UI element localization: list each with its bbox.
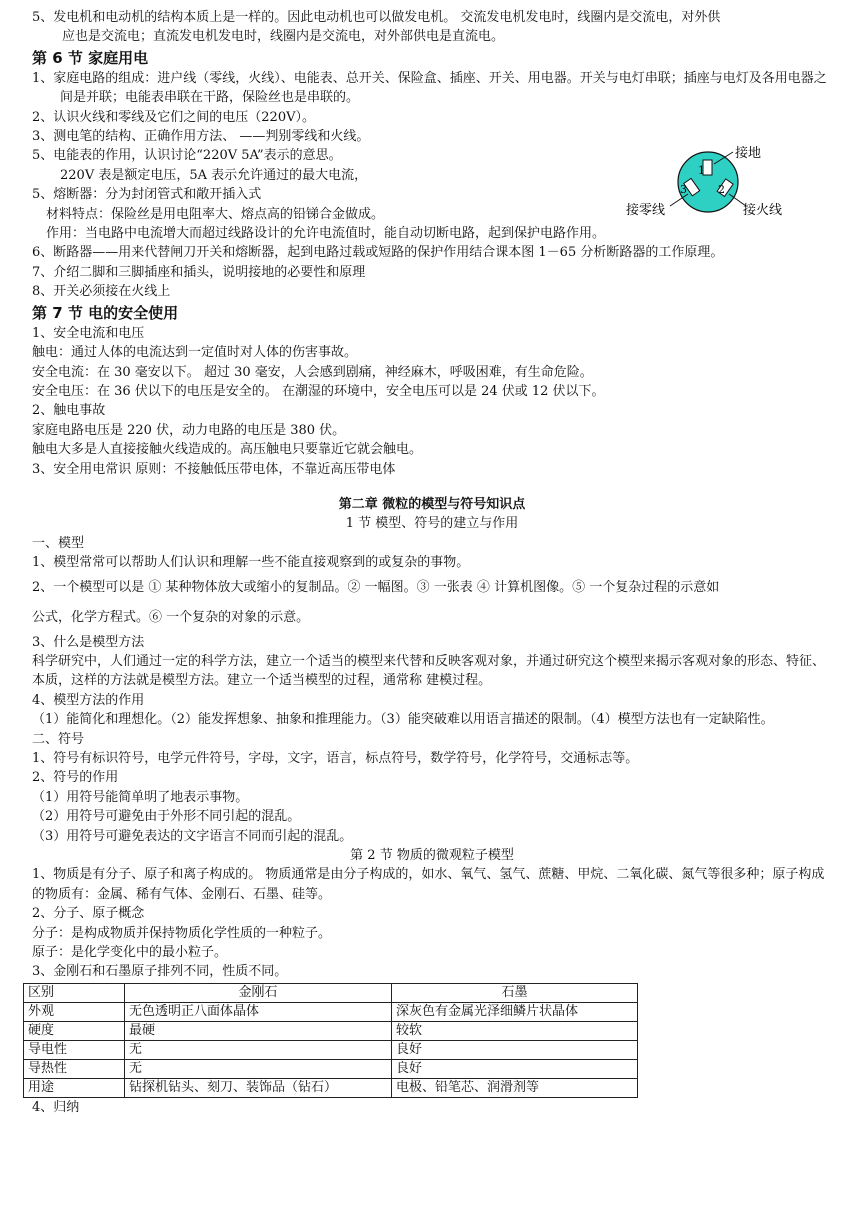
text-line: 2、触电事故 [32, 403, 106, 419]
text-line: 3、安全用电常识 原则：不接触低压带电体，不靠近高压带电体 [32, 461, 396, 477]
text-line: 3、测电笔的结构、正确作用方法、 ——判别零线和火线。 [32, 129, 370, 145]
text-line: 安全电压：在 36 伏以下的电压是安全的。 在潮湿的环境中，安全电压可以是 24 伏或 12 伏以下。 [32, 383, 605, 399]
comparison-table [23, 983, 638, 1098]
text-line: 6、断路器——用来代替闸刀开关和熔断器，起到电路过载或短路的保护作用结合课本图 1－65 分析断路器的工作原理。 [32, 245, 724, 261]
pin-number-1: 1 [698, 164, 705, 177]
table-cell: 无 [125, 1040, 392, 1059]
text-line: 安全电流：在 30 毫安以下。 超过 30 毫安，人会感到剧痛，神经麻木，呼吸困难，有生命危险。 [32, 364, 593, 380]
text-line: 触电大多是人直接接触火线造成的。高压触电只要靠近它就会触电。 [32, 442, 423, 458]
table-cell: 较软 [392, 1021, 638, 1040]
text-line: 1、安全电流和电压 [32, 325, 145, 341]
table-row [24, 1078, 638, 1097]
text-line: 1、模型常常可以帮助人们认识和理解一些不能直接观察到的或复杂的事物。 [32, 555, 470, 571]
text-line: 原子：是化学变化中的最小粒子。 [32, 945, 228, 961]
earth-label: 接地 [735, 146, 762, 161]
table-header-row [24, 983, 638, 1002]
text-line: 材料特点：保险丝是用电阻率大、熔点高的铅锑合金做成。 [46, 206, 385, 222]
table-cell: 良好 [392, 1059, 638, 1078]
table-cell: 深灰色有金属光泽细鳞片状晶体 [392, 1002, 638, 1021]
section-heading-7: 第 7 节 电的安全使用 [32, 303, 179, 322]
text-line: 5、电能表的作用，认识讨论“220V 5A”表示的意思。 [32, 148, 342, 164]
text-line: 5、发电机和电动机的结构本质上是一样的。因此电动机也可以做发电机。 交流发电机发电时，线圈内是交流电，对外供 [32, 10, 721, 25]
text-line: 2、符号的作用 [32, 770, 119, 786]
text-paragraph: （1）能简化和理想化。（2）能发挥想象、抽象和推理能力。（3）能突破难以用语言描述的限制。（4）模型方法也有一定缺陷性。 [32, 712, 774, 728]
text-paragraph: 科学研究中，人们通过一定的科学方法，建立一个适当的模型来代替和反映客观对象，并通过研究这个模型来揭示客观对象的形态、特征、本质，这样的方法就是模型方法。建立一个适当模型的过程，通常称 建模过程。 [32, 653, 826, 689]
table-cell: 无 [125, 1059, 392, 1078]
text-paragraph: 1、物质是有分子、原子和离子构成的。 物质通常是由分子构成的，如水、氧气、氢气、蔗糖、甲烷、二氧化碳、氮气等很多种；原子构成的物质有：金属、稀有气体、金刚石、石墨、硅等。 [32, 867, 825, 902]
text-line: 5、熔断器：分为封闭管式和敞开插入式 [32, 187, 262, 203]
text-line: 2、一个模型可以是 ① 某种物体放大或缩小的复制品。② 一幅图。③ 一张表 ④ 计算机图像。⑤ 一个复杂过程的示意如 [32, 579, 720, 595]
table-row [24, 1021, 638, 1040]
text-line: 作用：当电路中电流增大而超过线路设计的允许电流值时，能自动切断电路，起到保护电路作用。 [46, 226, 606, 242]
live-label: 接火线 [743, 203, 783, 218]
table-row [24, 1059, 638, 1078]
text-line: 2、分子、原子概念 [32, 906, 145, 922]
table-row [24, 1002, 638, 1021]
text-line: 应也是交流电；直流发电机发电时，线圈内是交流电，对外部供电是直流电。 [62, 29, 505, 45]
section-subtitle: 1 节 模型、符号的建立与作用 [345, 516, 519, 532]
table-cell: 硬度 [24, 1021, 125, 1040]
text-line: 公式，化学方程式。⑥ 一个复杂的对象的示意。 [32, 609, 310, 625]
text-line: （1）用符号能简单明了地表示事物。 [32, 789, 249, 805]
text-line: 触电：通过人体的电流达到一定值时对人体的伤害事故。 [32, 345, 358, 361]
text-line: 4、归纳 [32, 1099, 80, 1115]
text-line: 3、金刚石和石墨原子排列不同，性质不同。 [32, 964, 288, 980]
table-row [24, 1040, 638, 1059]
text-line: 2、认识火线和零线及它们之间的电压（220V）。 [32, 109, 315, 125]
table-cell: 无色透明正八面体晶体 [125, 1002, 392, 1021]
section-heading-6: 第 6 节 家庭用电 [32, 48, 149, 67]
text-line: 1、符号有标识符号，电学元件符号，字母，文字，语言，标点符号，数学符号，化学符号，交通标志等。 [32, 751, 639, 766]
table-header-cell: 石墨 [392, 983, 638, 1002]
text-line: 家庭电路电压是 220 伏，动力电路的电压是 380 伏。 [32, 422, 346, 438]
neutral-label: 接零线 [626, 203, 666, 218]
table-cell: 导电性 [24, 1040, 125, 1059]
table-cell: 最硬 [125, 1021, 392, 1040]
chapter-title: 第二章 微粒的模型与符号知识点 [338, 496, 526, 512]
text-line: （2）用符号可避免由于外形不同引起的混乱。 [32, 809, 301, 825]
text-line: 8、开关必须接在火线上 [32, 284, 171, 300]
socket-svg [590, 142, 810, 224]
text-line: （3）用符号可避免表达的文字语言不同而引起的混乱。 [32, 828, 353, 844]
text-line: 二、符号 [32, 731, 85, 747]
section-subtitle: 第 2 节 物质的微观粒子模型 [350, 848, 514, 864]
table-cell: 良好 [392, 1040, 638, 1059]
pin-number-3: 3 [680, 183, 687, 196]
text-line: 分子：是构成物质并保持物质化学性质的一种粒子。 [32, 925, 332, 941]
table-cell: 导热性 [24, 1059, 125, 1078]
text-line: 一、模型 [32, 535, 85, 551]
table-header-cell: 区别 [24, 983, 125, 1002]
table-cell: 用途 [24, 1078, 125, 1097]
text-line: 3、什么是模型方法 [32, 634, 145, 650]
table-header-cell: 金刚石 [125, 983, 392, 1002]
text-line: 1、家庭电路的组成：进户线（零线，火线）、电能表、总开关、保险盒、插座、开关、用电器。开关与电灯串联；插座与电灯及各用电器之间是并联；电能表串联在干路，保险丝也是串联的。 [32, 70, 827, 106]
text-line: 4、模型方法的作用 [32, 692, 145, 708]
text-line: 220V 表是额定电压，5A 表示允许通过的最大电流， [60, 167, 368, 183]
table-cell: 电极、铅笔芯、润滑剂等 [392, 1078, 638, 1097]
three-pin-socket-diagram [590, 142, 810, 224]
table-cell: 钻探机钻头、刻刀、装饰品（钻石） [125, 1078, 392, 1097]
pin-number-2: 2 [718, 183, 725, 196]
text-line: 7、介绍二脚和三脚插座和插头，说明接地的必要性和原理 [32, 264, 366, 280]
table-cell: 外观 [24, 1002, 125, 1021]
